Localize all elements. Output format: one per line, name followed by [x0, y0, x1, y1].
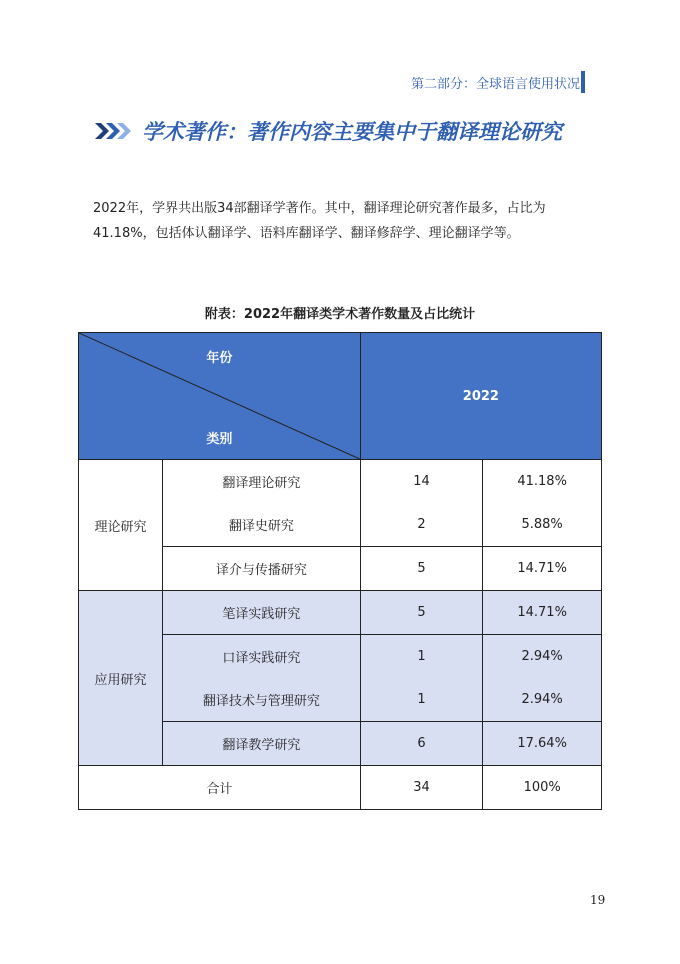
percent-cell: 14.71%	[483, 547, 602, 591]
subcategory-cell: 翻译史研究	[162, 503, 360, 547]
page-number: 19	[590, 893, 606, 907]
percent-cell: 14.71%	[483, 591, 602, 635]
table-row	[79, 591, 602, 635]
subcategory-cell: 译介与传播研究	[162, 547, 360, 591]
category-cell-application: 应用研究	[79, 591, 163, 766]
count-cell: 14	[360, 460, 483, 504]
header-accent-bar	[581, 71, 585, 93]
total-percent-cell: 100%	[483, 766, 602, 810]
subcategory-cell: 翻译教学研究	[162, 722, 360, 766]
table-caption: 附表：2022年翻译类学术著作数量及占比统计	[204, 307, 476, 322]
percent-cell: 17.64%	[483, 722, 602, 766]
count-cell: 1	[360, 678, 483, 722]
category-cell-theory: 理论研究	[79, 460, 163, 591]
total-label-cell: 合计	[79, 766, 361, 810]
total-row	[79, 766, 602, 810]
table-header-row	[79, 333, 602, 460]
subcategory-cell: 翻译技术与管理研究	[162, 678, 360, 722]
percent-cell: 2.94%	[483, 678, 602, 722]
total-count-cell: 34	[360, 766, 483, 810]
count-cell: 2	[360, 503, 483, 547]
subcategory-cell: 笔译实践研究	[162, 591, 360, 635]
section-header: 第二部分：全球语言使用状况	[410, 77, 580, 92]
table-row	[79, 460, 602, 504]
year-header-cell: 2022	[360, 333, 601, 460]
header-category-label: 类别	[206, 432, 233, 447]
percent-cell: 2.94%	[483, 635, 602, 679]
count-cell: 5	[360, 547, 483, 591]
percent-cell: 5.88%	[483, 503, 602, 547]
percent-cell: 41.18%	[483, 460, 602, 504]
section-title: 学术著作：著作内容主要集中于翻译理论研究	[142, 120, 562, 144]
diagonal-header-cell	[79, 333, 361, 460]
count-cell: 5	[360, 591, 483, 635]
statistics-table	[78, 332, 602, 810]
body-paragraph: 2022年，学界共出版34部翻译学著作。其中，翻译理论研究著作最多，占比为41.18%，包括体认翻译学、语料库翻译学、翻译修辞学、理论翻译学等。	[93, 201, 546, 241]
subcategory-cell: 翻译理论研究	[162, 460, 360, 504]
count-cell: 6	[360, 722, 483, 766]
double-chevron-right-icon	[95, 122, 131, 140]
count-cell: 1	[360, 635, 483, 679]
header-year-label: 年份	[206, 351, 233, 366]
subcategory-cell: 口译实践研究	[162, 635, 360, 679]
